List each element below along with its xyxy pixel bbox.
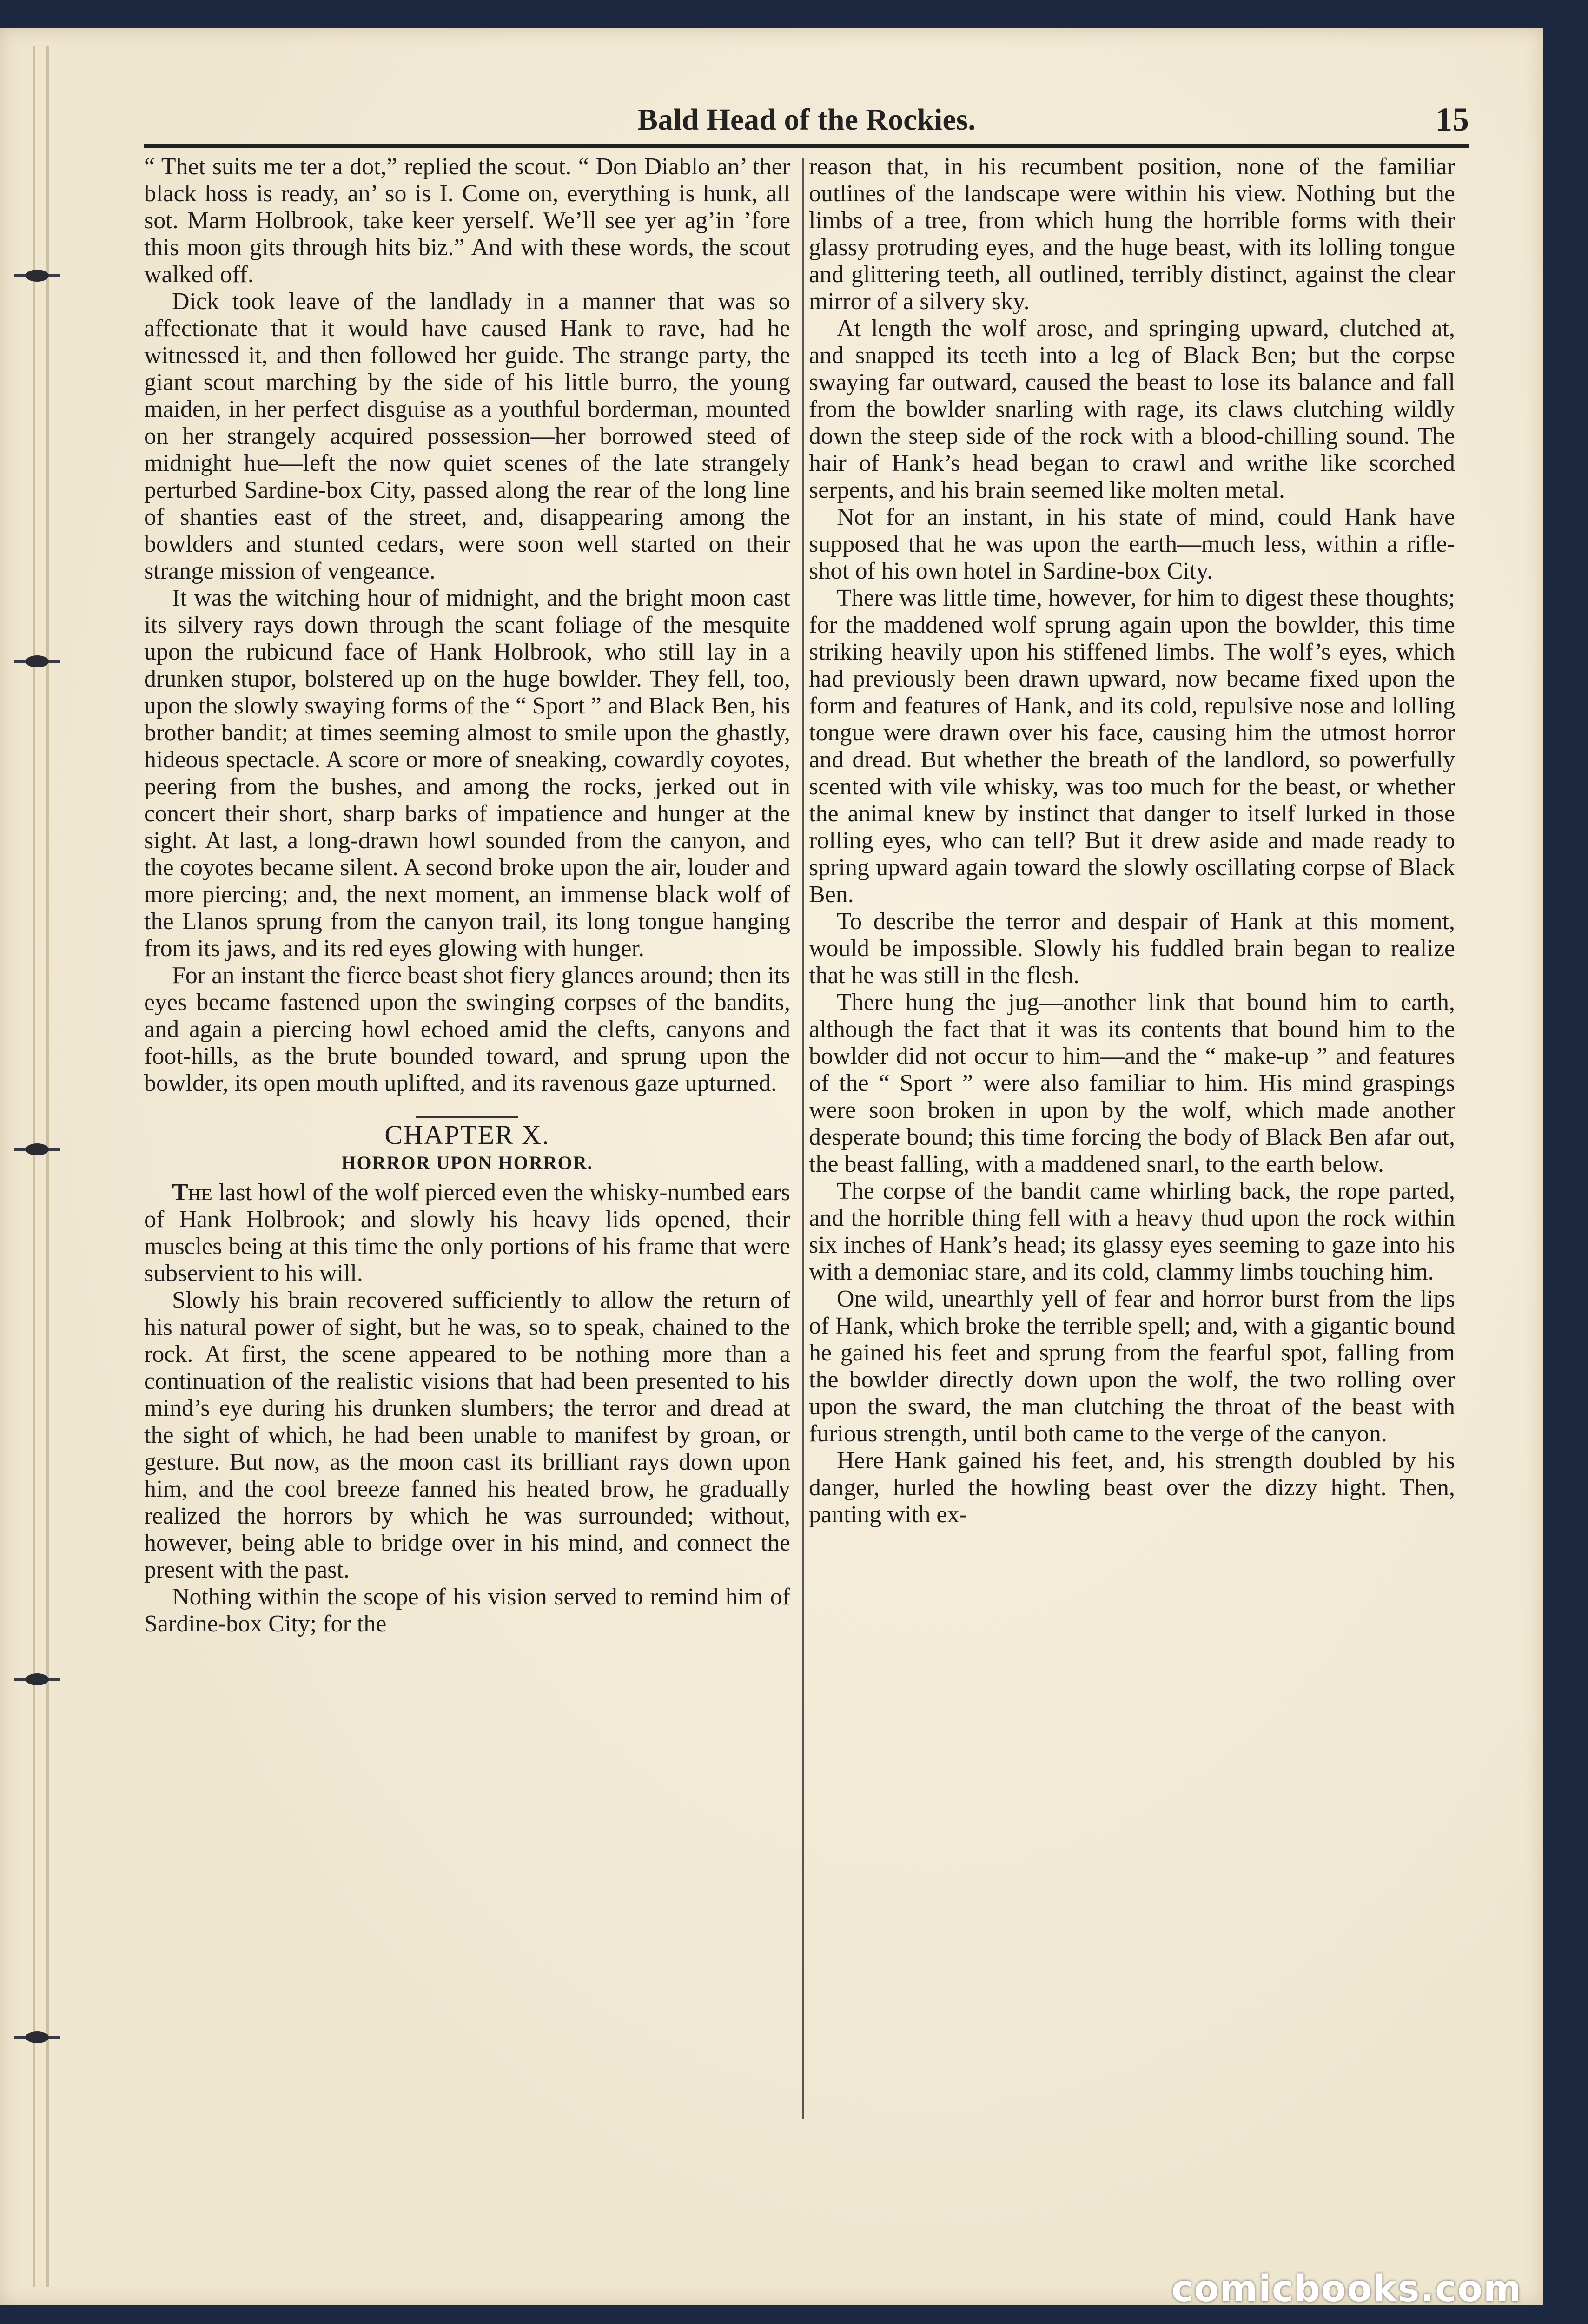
paragraph: At length the wolf arose, and springing upward, clutched at, and snapped its teeth into a leg of Black Ben; but the corpse swaying far outward, caused the beast to lose its balance and fall from the bowlder snarling with rage, its claws clutching wildly down the steep side of the rock with a blood-chilling sound. The hair of Hank’s head began to crawl and writhe like scorched serpents, and his brain seemed like molten metal. xyxy=(809,315,1455,503)
running-title: Bald Head of the Rockies. xyxy=(637,103,976,137)
paragraph: The corpse of the bandit came whirling back, the rope parted, and the horrible thing fell with a heavy thud upon the rock within six inches of Hank’s head; its glassy eyes seeming to gaze into his with a demoniac stare, and its cold, clammy limbs touching him. xyxy=(809,1178,1455,1285)
chapter-subtitle: HORROR UPON HORROR. xyxy=(341,1152,593,1173)
paragraph: Here Hank gained his feet, and, his strength doubled by his danger, hurled the howling beast over the dizzy hight. Then, panting with ex- xyxy=(809,1447,1455,1528)
binding-stitch xyxy=(5,655,60,667)
paragraph: One wild, unearthly yell of fear and horror burst from the lips of Hank, which broke the terrible spell; and, with a gigantic bound he gained his feet and sprung from the fearful spot, falling from the bowlder directly down upon the wolf, the two rolling over upon the sward, the man clutching the throat of the beast with furious strength, until both came to the verge of the canyon. xyxy=(809,1286,1455,1447)
paragraph: To describe the terror and despair of Hank at this moment, would be impossible. Slowly his fuddled brain began to realize that he was still in the flesh. xyxy=(809,908,1455,989)
paragraph: It was the witching hour of midnight, and the bright moon cast its silvery rays down through the scant foliage of the mesquite upon the rubicund face of Hank Holbrook, who still lay in a drunken stupor, bolstered up on the huge bowlder. They fell, too, upon the slowly swaying forms of the “ Sport ” and Black Ben, his brother bandit; at times seeming almost to smile upon the ghastly, hideous spectacle. A score or more of sneaking, cowardly coyotes, peering from the bushes, and among the rocks, jerked out in concert their short, sharp barks of impatience and hunger at the sight. At last, a long-drawn howl sounded from the canyon, and the coyotes became silent. A second broke upon the air, louder and more piercing; and, the next moment, an immense black wolf of the Llanos sprung from the canyon trail, its long tongue hanging from its jaws, and its red eyes glowing with hunger. xyxy=(144,585,790,962)
binding-stitch xyxy=(5,1143,60,1155)
left-column xyxy=(144,153,790,1637)
paragraph: There was little time, however, for him to digest these thoughts; for the maddened wolf sprung again upon the bowlder, this time striking heavily upon his stiffened limbs. The wolf’s eyes, which had previously been drawn upward, now became fixed upon the form and features of Hank, and its cold, repulsive nose and lolling tongue were drawn over his face, causing him the utmost horror and dread. But whether the breath of the landlord, so powerfully scented with vile whisky, was too much for the beast, or whether the animal knew by instinct that danger to itself lurked in those rolling eyes, who can tell? But it drew aside and made ready to spring upward again toward the slowly oscillating corpse of Black Ben. xyxy=(809,585,1455,908)
binding-stitch xyxy=(5,270,60,282)
paragraph: Not for an instant, in his state of mind, could Hank have supposed that he was upon the earth—much less, within a rifle-shot of his own hotel in Sardine-box City. xyxy=(809,504,1455,584)
page-header xyxy=(144,88,1469,148)
binding-crease xyxy=(33,46,35,2287)
paragraph: For an instant the fierce beast shot fiery glances around; then its eyes became fastened upon the swinging corpses of the bandits, and again a piercing howl echoed amid the clefts, canyons and foot-hills, as the brute bounded toward, and sprung upon the bowlder, its open mouth uplifted, and its ravenous gaze upturned. xyxy=(144,962,790,1096)
watermark: comicbooks.com xyxy=(1171,2268,1522,2310)
paragraph: “ Thet suits me ter a dot,” replied the scout. “ Don Diablo an’ ther black hoss is ready, an’ so is I. Come on, everything is hunk, all sot. Marm Holbrook, take keer yerself. We’ll see yer ag’in ’fore this moon gits through hits biz.” And with these words, the scout walked off. xyxy=(144,153,790,288)
page-number: 15 xyxy=(1436,101,1469,138)
binding-crease-inner xyxy=(46,46,49,2287)
chapter-lead-word: The xyxy=(172,1179,212,1206)
paragraph: Dick took leave of the landlady in a manner that was so affectionate that it would have caused Hank to rave, had he witnessed it, and then followed her guide. The strange party, the giant scout marching by the side of his little burro, the young maiden, in her perfect disguise as a youthful borderman, mounted on her strangely acquired possession—her borrowed steed of midnight hue—left the now quiet scenes of the late strangely perturbed Sardine-box City, passed along the rear of the long line of shanties east of the street, and, disappearing among the bowlders and stunted cedars, were soon well started on their strange mission of vengeance. xyxy=(144,288,790,584)
paragraph: Nothing within the scope of his vision served to remind him of Sardine-box City; for the xyxy=(144,1584,790,1637)
chapter-opening-paragraph xyxy=(144,1179,790,1287)
chapter-title: CHAPTER X. xyxy=(384,1120,550,1150)
paragraph: Slowly his brain recovered sufficiently to allow the return of his natural power of sight, but he was, so to speak, chained to the rock. At first, the scene appeared to be nothing more than a continuation of the realistic visions that had been presented to his mind’s eye during his drunken slumbers; the terror and dread at the sight of which, he had been unable to manifest by groan, or gesture. But now, as the moon cast its brilliant rays down upon him, and the cool breeze fanned his heated brow, he gradually realized the horrors by which he was surrounded; without, however, being able to bridge over in his mind, and connect the present with the past. xyxy=(144,1287,790,1583)
chapter-opening-text: last howl of the wolf pierced even the whisky-numbed ears of Hank Holbrook; and slowly his heavy lids opened, their muscles being at this time the only portions of his frame that were subservient to his will. xyxy=(144,1179,790,1287)
column-divider xyxy=(802,158,804,2119)
binding-stitch xyxy=(5,1673,60,1685)
paragraph: reason that, in his recumbent position, none of the familiar outlines of the landscape were within his view. Nothing but the limbs of a tree, from which hung the horrible forms with their glassy protruding eyes, and the huge beast, with its lolling tongue and glittering teeth, all outlined, terribly distinct, against the clear mirror of a silvery sky. xyxy=(809,153,1455,315)
binding-stitch xyxy=(5,2031,60,2043)
paragraph: There hung the jug—another link that bound him to earth, although the fact that it was its contents that bound him to the bowlder did not occur to him—and the “ make-up ” and features of the “ Sport ” were also familiar to him. His mind graspings were soon broken in upon by the wolf, which made another desperate bound; this time forcing the body of Black Ben afar out, the beast falling, with a maddened snarl, to the earth below. xyxy=(809,989,1455,1177)
chapter-rule xyxy=(416,1116,518,1118)
right-column xyxy=(809,153,1455,1528)
